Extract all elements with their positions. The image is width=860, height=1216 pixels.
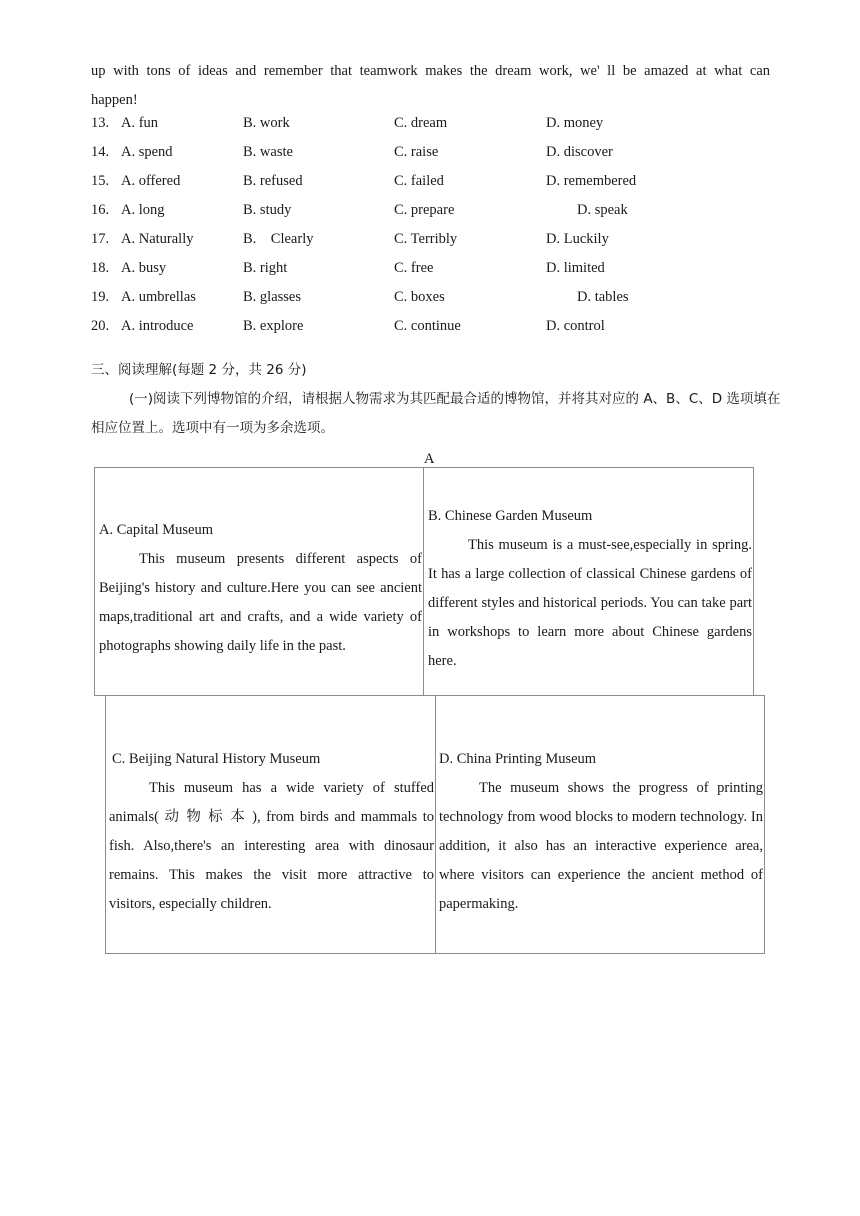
question-number: 15. [91, 173, 110, 189]
option-d: D. limited [546, 260, 605, 276]
question-number: 13. [91, 115, 110, 131]
passage-line-2: happen! [91, 92, 138, 108]
museum-d-title: D. China Printing Museum [439, 751, 597, 767]
option-b: B. right [243, 260, 288, 276]
museum-b-title: B. Chinese Garden Museum [428, 508, 593, 524]
museum-a-title: A. Capital Museum [99, 522, 213, 538]
option-a: A. introduce [121, 318, 194, 334]
option-b: B. study [243, 202, 292, 218]
option-row [91, 318, 791, 347]
option-d: D. Luckily [546, 231, 609, 247]
option-a: A. busy [121, 260, 167, 276]
museum-c-description: This museum has a wide variety of stuffed animals( 动 物 标 本 ), from birds and mammals to fish. Also,there's an interesting area with dinosaur remains. This makes the visit more attractive to visitors, especially children. [109, 780, 434, 912]
option-b: B. work [243, 115, 290, 131]
passage-text [91, 57, 770, 115]
option-c: C. failed [394, 173, 444, 189]
museum-table-top [94, 467, 754, 696]
option-a: A. Naturally [121, 231, 194, 247]
option-row [91, 173, 791, 202]
option-row [91, 115, 791, 144]
museum-a-description: This museum presents different aspects of Beijing's history and culture.Here you can see ancient maps,traditional art and crafts, and a wide variety of photographs showing daily life in the past. [99, 551, 422, 654]
option-d: D. discover [546, 144, 613, 160]
option-row [91, 231, 791, 260]
museum-card-b [426, 502, 754, 676]
option-a: A. offered [121, 173, 181, 189]
museum-c-title: C. Beijing Natural History Museum [112, 751, 321, 767]
option-a: A. long [121, 202, 165, 218]
option-d: D. control [546, 318, 605, 334]
section-heading: 三、阅读理解(每题 2 分，共 26 分) [91, 362, 307, 378]
option-d: D. remembered [546, 173, 637, 189]
option-b: B. Clearly [243, 231, 314, 247]
option-row [91, 144, 791, 173]
option-b: B. refused [243, 173, 303, 189]
option-c: C. dream [394, 115, 448, 131]
option-c: C. Terribly [394, 231, 458, 247]
option-c: C. continue [394, 318, 461, 334]
museum-d-description: The museum shows the progress of printing technology from wood blocks to modern technology. In addition, it also has an interactive experience area, where visitors can experience the ancient method of papermaking. [439, 780, 763, 912]
question-number: 16. [91, 202, 110, 218]
option-b: B. waste [243, 144, 293, 160]
part-label: A [424, 451, 435, 467]
option-row [91, 289, 791, 318]
option-c: C. boxes [394, 289, 445, 305]
option-d: D. tables [577, 289, 629, 305]
museum-card-a [97, 516, 424, 661]
option-c: C. prepare [394, 202, 455, 218]
museum-card-c [107, 745, 436, 919]
museum-table-bottom [105, 695, 765, 954]
option-d: D. speak [577, 202, 628, 218]
option-c: C. free [394, 260, 434, 276]
option-a: A. umbrellas [121, 289, 196, 305]
option-a: A. spend [121, 144, 173, 160]
option-a: A. fun [121, 115, 159, 131]
question-number: 14. [91, 144, 110, 160]
museum-card-d [437, 745, 765, 919]
option-b: B. glasses [243, 289, 301, 305]
question-number: 20. [91, 318, 110, 334]
passage-line-1: up with tons of ideas and remember that teamwork makes the dream work, we' ll be amazed at what can [91, 63, 770, 79]
option-d: D. money [546, 115, 604, 131]
option-row [91, 260, 791, 289]
option-row [91, 202, 791, 231]
section-instruction: (一)阅读下列博物馆的介绍，请根据人物需求为其匹配最合适的博物馆，并将其对应的 A、B、C、D 选项填在相应位置上。选项中有一项为多余选项。 [91, 391, 781, 436]
question-number: 18. [91, 260, 110, 276]
option-b: B. explore [243, 318, 304, 334]
question-number: 17. [91, 231, 110, 247]
museum-b-description: This museum is a must-see,especially in spring. It has a large collection of classical Chinese gardens of different styles and historical periods. You can take part in workshops to learn more about Chinese gardens here. [428, 537, 752, 669]
option-c: C. raise [394, 144, 439, 160]
question-number: 19. [91, 289, 110, 305]
